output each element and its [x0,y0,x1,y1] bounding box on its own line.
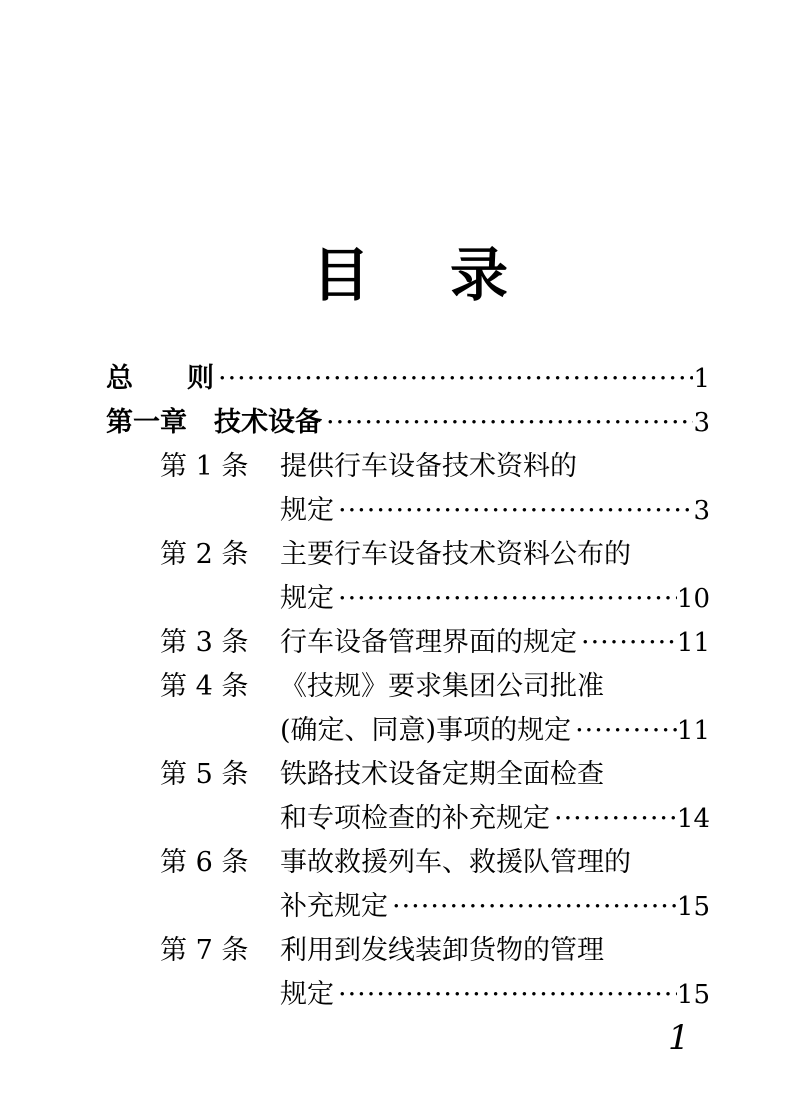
toc-entry-label: 总 则 [106,363,214,394]
leader-dots [577,621,677,665]
toc-entry-text[interactable]: 《技规》要求集团公司批准 [280,671,604,702]
leader-dots [550,797,677,841]
toc-page-number: 11 [676,716,710,746]
toc-entry-text[interactable]: 利用到发线装卸货物的管理 [280,935,604,966]
toc-entry-general[interactable] [106,357,710,401]
article-number: 第 1 条 [160,451,249,482]
toc-page-number: 15 [676,980,710,1010]
toc-page-number: 3 [693,408,710,438]
toc-entry-chapter-1[interactable] [106,401,710,445]
toc-entry-label: 规定 [280,495,334,526]
toc-page-number: 15 [676,892,710,922]
leader-dots [334,973,677,1017]
page-folio-number: 1 [668,1018,690,1058]
toc-entry-article-1[interactable] [280,489,710,533]
toc-entry-article-4[interactable] [280,709,710,753]
article-number: 第 2 条 [160,539,249,570]
toc-page-number: 3 [693,496,710,526]
leader-dots [388,885,677,929]
article-number: 第 6 条 [160,847,249,878]
leader-dots [334,577,677,621]
toc-entry-label: (确定、同意)事项的规定 [280,715,572,746]
toc-entry-label: 补充规定 [280,891,388,922]
toc-entry-text[interactable]: 事故救援列车、救援队管理的 [280,847,631,878]
article-number: 第 5 条 [160,759,249,790]
toc-entry-text[interactable]: 主要行车设备技术资料公布的 [280,539,631,570]
toc-entry-article-6[interactable] [280,885,710,929]
article-number: 第 7 条 [160,935,249,966]
toc-page-number: 10 [676,584,710,614]
leader-dots [322,401,693,445]
toc-entry-label: 和专项检查的补充规定 [280,803,550,834]
toc-entry-label: 规定 [280,979,334,1010]
toc-entry-article-3[interactable] [280,621,710,665]
article-number: 第 4 条 [160,671,249,702]
leader-dots [334,489,693,533]
toc-entry-label: 第一章 技术设备 [106,407,322,438]
page-title [0,240,800,310]
title-char-1: 目 [312,241,371,309]
toc-page-number: 1 [693,364,710,394]
toc-page-number: 11 [676,628,710,658]
leader-dots [214,357,693,401]
toc-entry-label: 行车设备管理界面的规定 [280,627,577,658]
toc-entry-text[interactable]: 铁路技术设备定期全面检查 [280,759,604,790]
toc-entry-article-5[interactable] [280,797,710,841]
toc-entry-article-7[interactable] [280,973,710,1017]
title-char-2: 录 [450,241,509,309]
toc-entry-article-2[interactable] [280,577,710,621]
toc-page-number: 14 [676,804,710,834]
toc-entry-label: 规定 [280,583,334,614]
toc-entry-text[interactable]: 提供行车设备技术资料的 [280,451,577,482]
leader-dots [571,709,677,753]
article-number: 第 3 条 [160,627,249,658]
